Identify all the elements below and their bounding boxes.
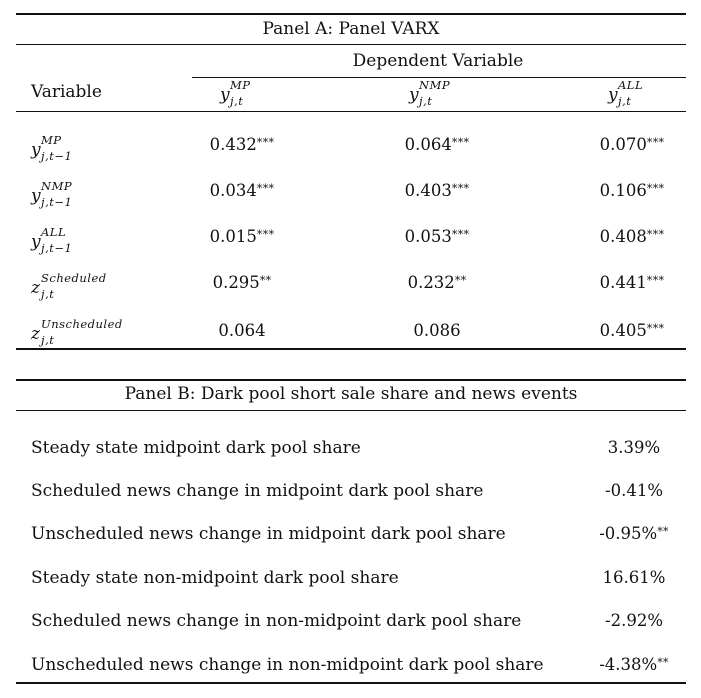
row-label-y-mp-lag: y MP j,t−1 bbox=[31, 133, 73, 163]
table-cell: 0.106*** bbox=[599, 181, 665, 200]
panel-a-title: Panel A: Panel VARX bbox=[262, 19, 440, 39]
variable-header: Variable bbox=[31, 82, 102, 102]
dependent-variable-header: Dependent Variable bbox=[352, 51, 524, 71]
table-cell: 0.441*** bbox=[599, 273, 665, 292]
table-cell: 0.432*** bbox=[209, 135, 275, 154]
table-cell: 0.070*** bbox=[599, 135, 665, 154]
col-header-nmp: y NMP j,t bbox=[409, 78, 451, 108]
list-item-label: Scheduled news change in midpoint dark pool share bbox=[31, 481, 484, 501]
table-cell: 0.034*** bbox=[209, 181, 275, 200]
table-cell: 0.403*** bbox=[404, 181, 470, 200]
list-item-label: Unscheduled news change in non-midpoint dark pool share bbox=[31, 655, 544, 675]
panel-b-title-rule bbox=[16, 410, 686, 411]
row-label-z-scheduled: z Scheduled j,t bbox=[31, 271, 107, 301]
list-item-label: Unscheduled news change in midpoint dark pool share bbox=[31, 524, 506, 544]
table-cell: 0.053*** bbox=[404, 227, 470, 246]
row-label-y-nmp-lag: y NMP j,t−1 bbox=[31, 179, 73, 209]
panel-a-top-rule bbox=[16, 13, 686, 15]
row-label-z-unscheduled: z Unscheduled j,t bbox=[31, 317, 123, 347]
col-header-mp: y MP j,t bbox=[220, 78, 251, 108]
list-item-value: 3.39% bbox=[607, 438, 661, 457]
list-item-value: -4.38%** bbox=[599, 655, 669, 674]
list-item-value: 16.61% bbox=[602, 568, 666, 587]
list-item-value: -0.41% bbox=[605, 481, 663, 500]
table-cell: 0.405*** bbox=[599, 321, 665, 340]
list-item-label: Scheduled news change in non-midpoint dark pool share bbox=[31, 611, 522, 631]
table-cell: 0.064 bbox=[218, 321, 266, 340]
table-cell: 0.408*** bbox=[599, 227, 665, 246]
panel-a-header-rule bbox=[16, 111, 686, 112]
table-cell: 0.086 bbox=[413, 321, 461, 340]
table-cell: 0.015*** bbox=[209, 227, 275, 246]
list-item-value: -0.95%** bbox=[599, 524, 669, 543]
panel-b-top-rule bbox=[16, 379, 686, 381]
panel-b-title: Panel B: Dark pool short sale share and news events bbox=[124, 384, 578, 404]
list-item-value: -2.92% bbox=[605, 611, 663, 630]
table-cell: 0.295** bbox=[212, 273, 272, 292]
table-cell: 0.064*** bbox=[404, 135, 470, 154]
panel-a-bottom-rule bbox=[16, 348, 686, 350]
row-label-y-all-lag: y ALL j,t−1 bbox=[31, 225, 73, 255]
panel-b-bottom-rule bbox=[16, 682, 686, 684]
col-header-all: y ALL j,t bbox=[608, 78, 644, 108]
panel-a-title-rule bbox=[16, 44, 686, 45]
list-item-label: Steady state midpoint dark pool share bbox=[31, 438, 361, 458]
list-item-label: Steady state non-midpoint dark pool share bbox=[31, 568, 399, 588]
table-cell: 0.232** bbox=[407, 273, 467, 292]
